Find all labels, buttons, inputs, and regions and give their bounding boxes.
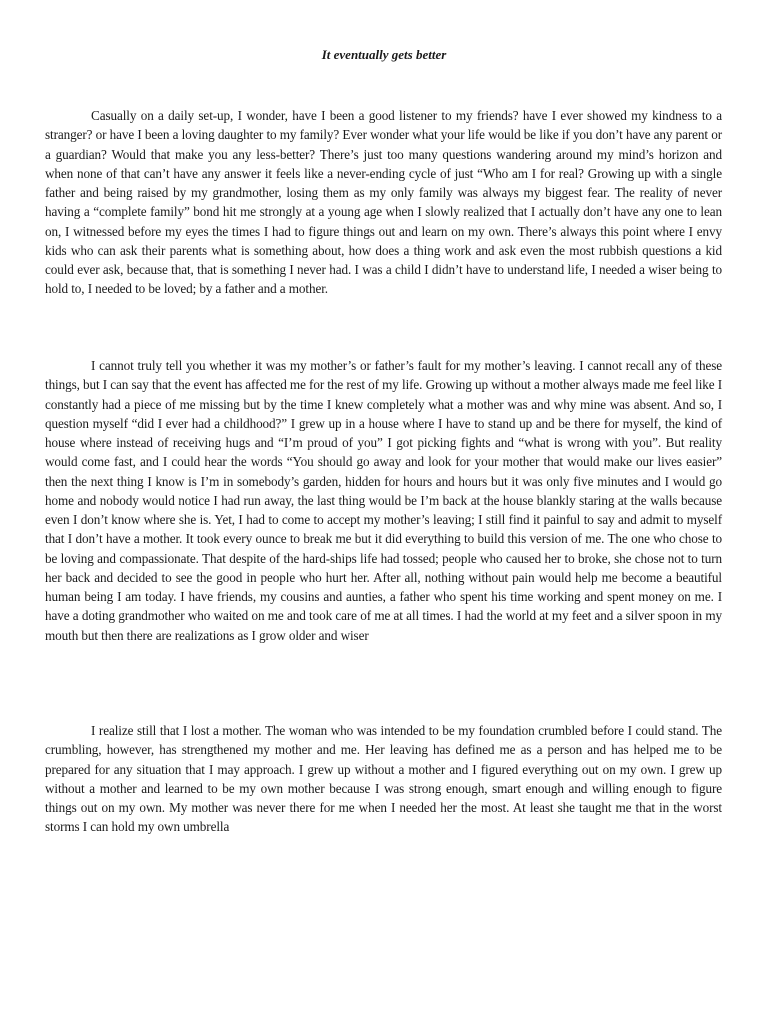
paragraph-2: I cannot truly tell you whether it was my mother’s or father’s fault for my mother’s leaving. I cannot recall any of these things, but I can say that the event has affected me for the rest of my life. Growing up without a mother always made me feel like I constantly had a piece of me missing but by the time I knew completely what a mother was and why mine was absent. And so, I question myself “did I ever had a childhood?” I grew up in a house where I have to stand up and be there for myself, the kind of house where instead of receiving hugs and “I’m proud of you” I got picking fights and “what is wrong with you”. But reality would come fast, and I could hear the words “You should go away and look for your mother that would make our lives easier” then the next thing I know is I’m in somebody’s garden, hidden for hours and hours but it was only five minutes and I would go home and nobody would notice I had run away, the last thing would be I’m back at the house blankly staring at the walls because even I don’t know where she is. Yet, I had to come to accept my mother’s leaving; I still find it painful to say and admit to myself that I don’t have a mother. It took every ounce to break me but it did everything to build this version of me. The one who chose to be loving and compassionate. That despite of the hard-ships life had tossed; people who caused her to broke, she chose not to turn her back and decided to see the good in people who hurt her. After all, nothing without pain would help me become a beautiful human being I am today. I have friends, my cousins and aunties, a father who spent his time working and spent money on me. I have a doting grandmother who waited on me and took care of me at all times. I had the world at my feet and a silver spoon in my mouth but then there are realizations as I grow older and wiser bbox=[45, 358, 722, 643]
document-title: It eventually gets better bbox=[321, 47, 447, 62]
paragraph-3: I realize still that I lost a mother. The woman who was intended to be my foundation crumbled before I could stand. The crumbling, however, has strengthened my mother and me. Her leaving has defined me as a person and has helped me to be prepared for any situation that I may approach. I grew up without a mother and I figured everything out on my own. I grew up without a mother and learned to be my own mother because I was strong enough, smart enough and willing enough to figure things out on my own. My mother was never there for me when I needed her the most. At least she taught me that in the worst storms I can hold my own umbrella bbox=[45, 723, 722, 835]
paragraph-1: Casually on a daily set-up, I wonder, have I been a good listener to my friends? have I ever showed my kindness to a stranger? or have I been a loving daughter to my family? Ever wonder what your life would be like if you don’t have any parent or a guardian? Would that make you any less-better? There’s just too many questions wandering around my mind’s horizon and when none of that can’t have any answer it feels like a never-ending cycle of just “Who am I for real? Growing up with a single father and being raised by my grandmother, losing them as my only family was always my biggest fear. The reality of never having a “complete family” bond hit me strongly at a young age when I slowly realized that I actually don’t have any one to lean on, I witnessed before my eyes the times I had to figure things out and learn on my own. There’s always this point where I envy kids who can ask their parents what is something about, how does a thing work and ask even the most rubbish questions a kid could ever ask, because that, that is something I never had. I was a child I didn’t have to understand life, I needed a wiser being to hold to, I needed to be loved; by a father and a mother. bbox=[45, 108, 722, 297]
